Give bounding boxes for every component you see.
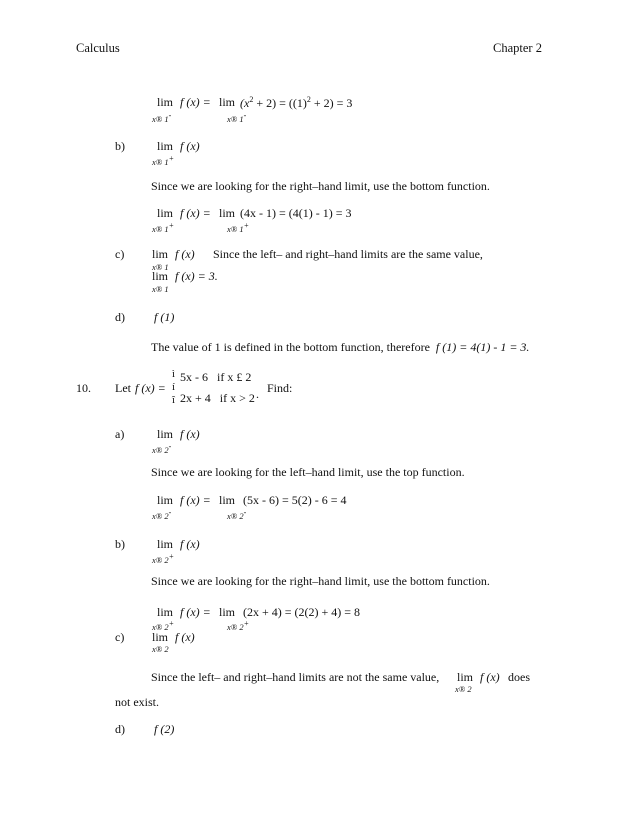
header-chapter: Chapter 2: [493, 41, 542, 55]
question-number: 10.: [76, 381, 91, 395]
explanation-text: Since the left– and right–hand limits are the same value,: [213, 247, 483, 261]
lim-word: lim: [152, 269, 169, 283]
limit-subscript: x® 2-: [152, 508, 172, 521]
function-expr: f (x): [180, 427, 200, 441]
explanation-text: The value of 1 is defined in the bottom function, therefore f (1) = 4(1) - 1 = 3.: [151, 340, 530, 354]
lim-word: lim: [157, 206, 174, 220]
explanation-text: not exist.: [115, 695, 159, 709]
function-expr: f (2): [154, 722, 175, 736]
lim-word: lim: [457, 670, 474, 684]
limit-expression: $(x^2 + 2) = ((1)^2 + 2) = 3$: [240, 95, 353, 110]
limit-subscript: x® 1: [152, 284, 169, 294]
piecewise-case: 2x + 4 if x > 2: [180, 391, 255, 405]
function-expr: f (x): [175, 630, 195, 644]
function-expr: f (x) =: [180, 493, 211, 507]
lim-word: lim: [152, 630, 169, 644]
part-label: d): [115, 310, 125, 324]
lim-word: lim: [157, 605, 174, 619]
part-label: d): [115, 722, 125, 736]
lim-word: lim: [219, 493, 236, 507]
explanation-text: Since we are looking for the right–hand limit, use the bottom function.: [151, 179, 490, 193]
part-label: c): [115, 247, 125, 261]
limit-subscript: x® 2-: [227, 508, 247, 521]
function-expr: f (x): [175, 247, 195, 261]
piecewise-brace: ì: [172, 368, 176, 380]
lim-word: lim: [219, 95, 236, 109]
explanation-text: Since we are looking for the left–hand limit, use the top function.: [151, 465, 465, 479]
function-expr: f (x) =: [180, 206, 211, 220]
lim-word: lim: [152, 247, 169, 261]
function-expr: f (x): [180, 537, 200, 551]
limit-subscript: x® 1: [152, 262, 169, 272]
part-label: a): [115, 427, 125, 441]
limit-subscript: x® 1-: [227, 111, 247, 124]
function-expr: f (x) =: [180, 95, 211, 109]
part-label: b): [115, 537, 125, 551]
limit-subscript: x® 2-: [152, 442, 172, 455]
lim-word: lim: [157, 493, 174, 507]
limit-expression: (5x - 6) = 5(2) - 6 = 4: [243, 493, 347, 507]
limit-subscript: x® 1+: [152, 154, 175, 167]
let-word: Let: [115, 381, 131, 395]
function-expr: f (x): [180, 139, 200, 153]
piecewise-brace: í: [172, 381, 176, 393]
part-label: b): [115, 139, 125, 153]
lim-word: lim: [157, 427, 174, 441]
limit-subscript: x® 1+: [227, 221, 250, 234]
limit-subscript: x® 1+: [152, 221, 175, 234]
header-title: Calculus: [76, 41, 120, 55]
lim-word: lim: [157, 95, 174, 109]
limit-subscript: x® 2+: [152, 552, 175, 565]
lim-word: lim: [219, 206, 236, 220]
function-expr: f (x) =: [135, 381, 166, 395]
limit-expression: (4x - 1) = (4(1) - 1) = 3: [240, 206, 352, 220]
function-expr: f (x) = 3.: [175, 269, 218, 283]
period: .: [256, 387, 259, 401]
lim-word: lim: [157, 139, 174, 153]
limit-subscript: x® 2+: [152, 619, 175, 632]
function-expr: f (x) =: [180, 605, 211, 619]
function-expr: f (x): [480, 670, 500, 684]
find-label: Find:: [267, 381, 293, 395]
explanation-text: does: [508, 670, 530, 684]
limit-subscript: x® 1-: [152, 111, 172, 124]
explanation-text: Since the left– and right–hand limits are not the same value,: [151, 670, 440, 684]
function-expr: f (1): [154, 310, 175, 324]
limit-expression: (2x + 4) = (2(2) + 4) = 8: [243, 605, 361, 619]
limit-subscript: x® 2+: [227, 619, 250, 632]
piecewise-brace: î: [172, 394, 176, 406]
explanation-text: Since we are looking for the right–hand limit, use the bottom function.: [151, 574, 490, 588]
lim-word: lim: [157, 537, 174, 551]
lim-word: lim: [219, 605, 236, 619]
part-label: c): [115, 630, 125, 644]
limit-subscript: x® 2: [152, 644, 169, 654]
piecewise-case: 5x - 6 if x £ 2: [180, 370, 252, 384]
limit-subscript: x® 2: [455, 684, 472, 694]
